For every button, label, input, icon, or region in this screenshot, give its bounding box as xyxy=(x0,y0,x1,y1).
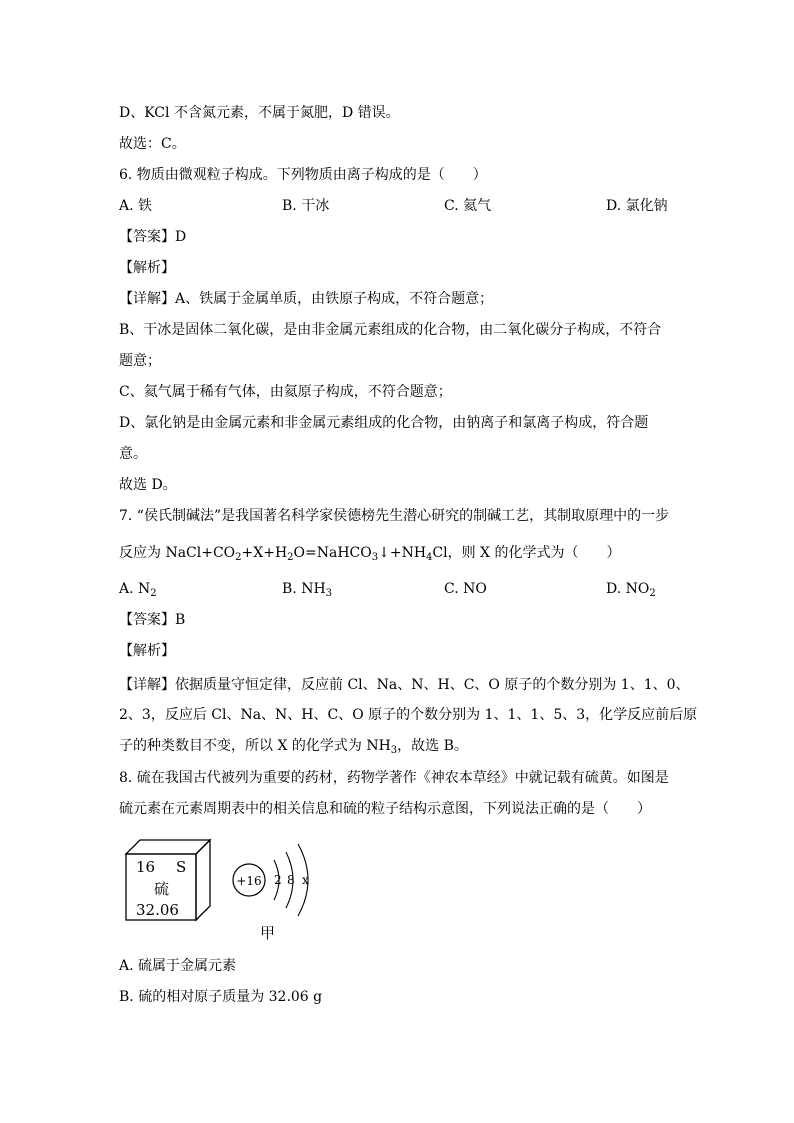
q6-detail-line: C、氦气属于稀有气体，由氦原子构成，不符合题意； xyxy=(119,384,452,400)
question-8-stem: 8. 硫在我国古代被列为重要的药材，药物学著作《神农本草经》中就记载有硫黄。如图是 xyxy=(119,770,669,786)
q8-option-b: B. 硫的相对原子质量为 32.06 g xyxy=(119,989,323,1005)
q6-option-b: B. 干冰 xyxy=(282,198,330,214)
q6-option-d: D. 氯化钠 xyxy=(606,198,668,214)
atomic-number: 16 xyxy=(136,858,156,876)
q7-option-d: D. $NO_2$ xyxy=(606,581,656,599)
q7-option-b: B. $NH_3$ xyxy=(282,581,333,599)
figure-caption: 甲 xyxy=(260,924,276,942)
text-line: 故选：C。 xyxy=(119,136,186,152)
q6-detail-line: 【详解】A、铁属于金属单质，由铁原子构成，不符合题意； xyxy=(119,291,494,307)
q8-option-a: A. 硫属于金属元素 xyxy=(119,958,237,974)
sulfur-figure xyxy=(124,838,324,948)
q6-answer: 【答案】D xyxy=(119,229,187,245)
element-symbol: S xyxy=(176,858,187,876)
q6-analysis-heading: 【解析】 xyxy=(119,260,175,276)
text-line: D、KCl 不含氮元素，不属于氮肥，D 错误。 xyxy=(119,105,400,121)
shell-electrons: 8 xyxy=(287,873,295,887)
nucleus-charge: +16 xyxy=(236,874,262,888)
q7-detail-line: 子的种类数目不变，所以 X 的化学式为 $NH_3$，故选 B。 xyxy=(119,738,468,756)
q7-detail-line: 【详解】依据质量守恒定律，反应前 Cl、Na、N、H、C、O 原子的个数分别为 1、1、0、 xyxy=(119,677,690,693)
element-name: 硫 xyxy=(154,880,170,898)
q7-analysis-heading: 【解析】 xyxy=(119,643,175,659)
shell-electrons: 2 xyxy=(274,873,282,887)
q6-option-a: A. 铁 xyxy=(119,198,153,214)
q6-detail-line: 意。 xyxy=(119,446,147,462)
q7-answer: 【答案】B xyxy=(119,612,186,628)
q6-detail-line: D、氯化钠是由金属元素和非金属元素组成的化合物，由钠离子和氯离子构成，符合题 xyxy=(119,415,649,431)
q7-option-a: A. $N_2$ xyxy=(119,581,157,599)
atomic-mass: 32.06 xyxy=(136,901,179,919)
q7-option-c: C. NO xyxy=(444,581,487,597)
question-7-equation: 反应为 $NaCl+CO_2+X+H_2O=NaHCO_3↓+NH_4Cl$，则 X 的化学式为（ ） xyxy=(119,545,621,563)
q7-detail-line: 2、3，反应后 Cl、Na、N、H、C、O 原子的个数分别为 1、1、1、5、3，化学反应前后原 xyxy=(119,707,698,723)
q6-option-c: C. 氦气 xyxy=(444,198,492,214)
question-7-stem: 7. “侯氏制碱法”是我国著名科学家侯德榜先生潜心研究的制碱工艺，其制取原理中的一步 xyxy=(119,508,670,524)
q6-detail-line: B、干冰是固体二氧化碳，是由非金属元素组成的化合物，由二氧化碳分子构成，不符合 xyxy=(119,322,662,338)
question-6-stem: 6. 物质由微观粒子构成。下列物质由离子构成的是（ ） xyxy=(119,167,487,183)
shell-electrons: x xyxy=(302,873,309,887)
q6-detail-line: 题意； xyxy=(119,353,161,369)
atom-structure-diagram xyxy=(233,844,309,916)
question-8-stem: 硫元素在元素周期表中的相关信息和硫的粒子结构示意图，下列说法正确的是（ ） xyxy=(119,801,651,817)
q6-choose: 故选 D。 xyxy=(119,477,177,493)
